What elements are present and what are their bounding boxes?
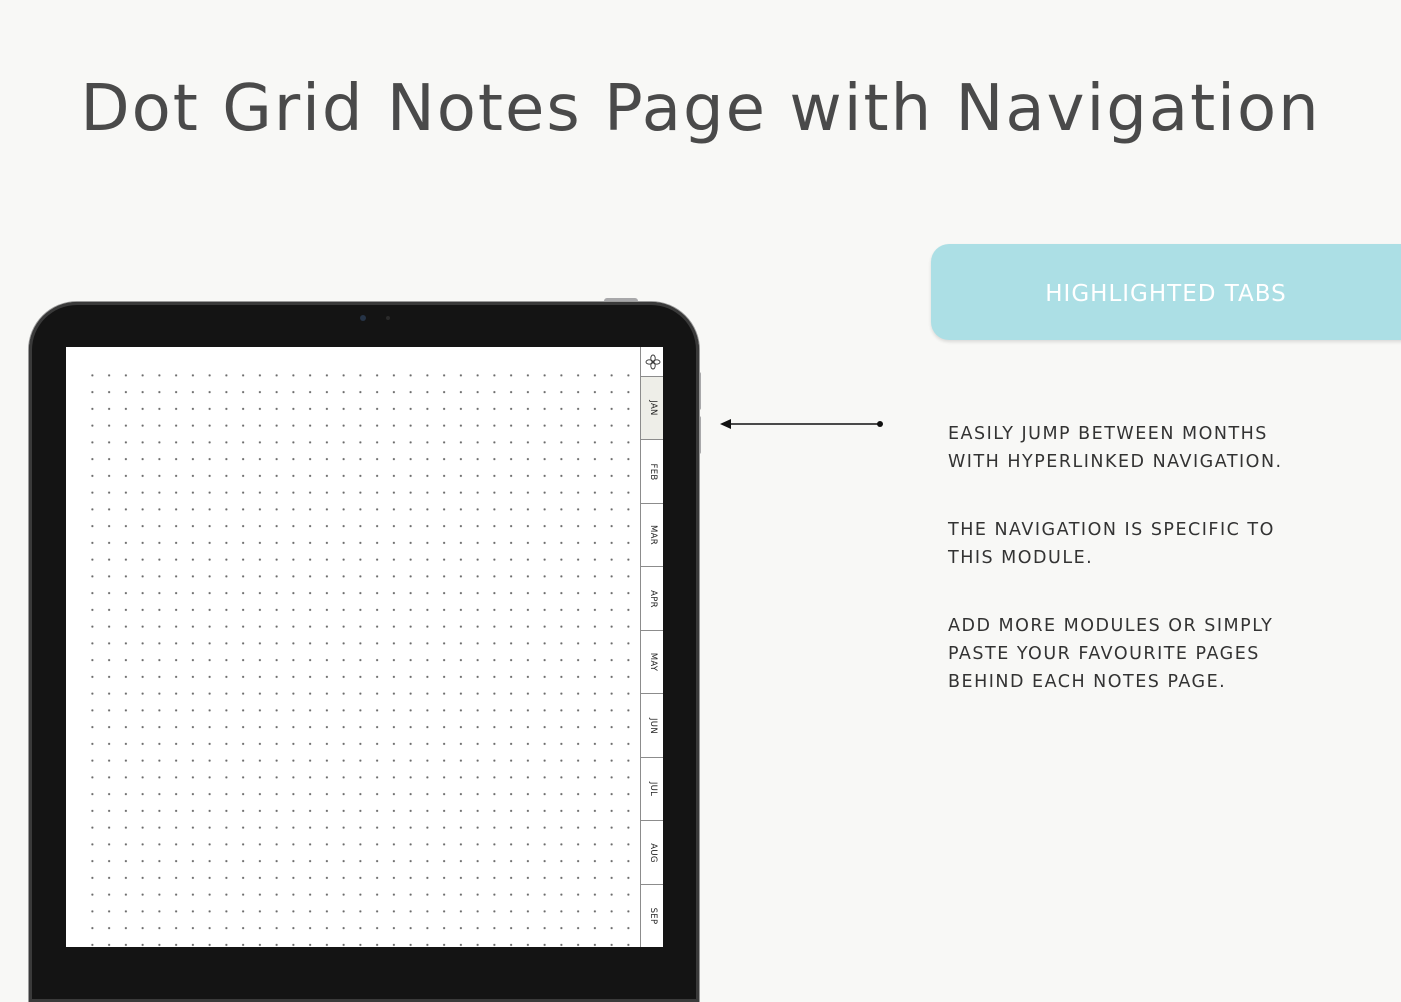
description-line: WITH HYPERLINKED NAVIGATION.: [948, 452, 1283, 472]
tab-apr[interactable]: [641, 568, 663, 631]
tab-sep[interactable]: [641, 885, 663, 947]
description-line: ADD MORE MODULES OR SIMPLY: [948, 616, 1274, 636]
tab-label: FEB: [647, 463, 658, 480]
tab-label: AUG: [647, 842, 658, 863]
highlighted-tabs-callout: [931, 244, 1401, 340]
sensor-icon: [386, 316, 390, 320]
tab-label: MAR: [647, 525, 658, 545]
tab-mar[interactable]: [641, 504, 663, 567]
description-line: EASILY JUMP BETWEEN MONTHS: [948, 424, 1268, 444]
description-1: [948, 420, 1368, 476]
callout-label: HIGHLIGHTED TABS: [1045, 281, 1287, 307]
tab-aug[interactable]: [641, 822, 663, 885]
tab-jun[interactable]: [641, 695, 663, 758]
dot-grid-page[interactable]: [84, 367, 644, 947]
page-title: Dot Grid Notes Page with Navigation: [80, 72, 1321, 146]
description-line: THE NAVIGATION IS SPECIFIC TO: [948, 520, 1275, 540]
tab-may[interactable]: [641, 631, 663, 694]
description-3: [948, 612, 1368, 696]
tab-feb[interactable]: [641, 441, 663, 504]
arrow-left-icon: [718, 414, 886, 434]
month-tab-bar: [640, 347, 663, 947]
camera-icon: [360, 315, 366, 321]
tab-label: SEP: [647, 907, 658, 925]
flower-icon: [645, 354, 661, 370]
description-line: THIS MODULE.: [948, 548, 1094, 568]
tab-label: MAY: [647, 652, 658, 672]
tab-label: JUN: [647, 717, 658, 734]
tab-jan[interactable]: [641, 377, 663, 440]
tab-label: JAN: [647, 400, 658, 416]
tab-label: APR: [647, 589, 658, 608]
tab-jul[interactable]: [641, 758, 663, 821]
description-line: PASTE YOUR FAVOURITE PAGES: [948, 644, 1260, 664]
description-2: [948, 516, 1368, 572]
tablet-screen: [66, 347, 663, 947]
home-tab[interactable]: [641, 347, 663, 377]
tab-label: JUL: [647, 781, 658, 797]
description-line: BEHIND EACH NOTES PAGE.: [948, 672, 1227, 692]
